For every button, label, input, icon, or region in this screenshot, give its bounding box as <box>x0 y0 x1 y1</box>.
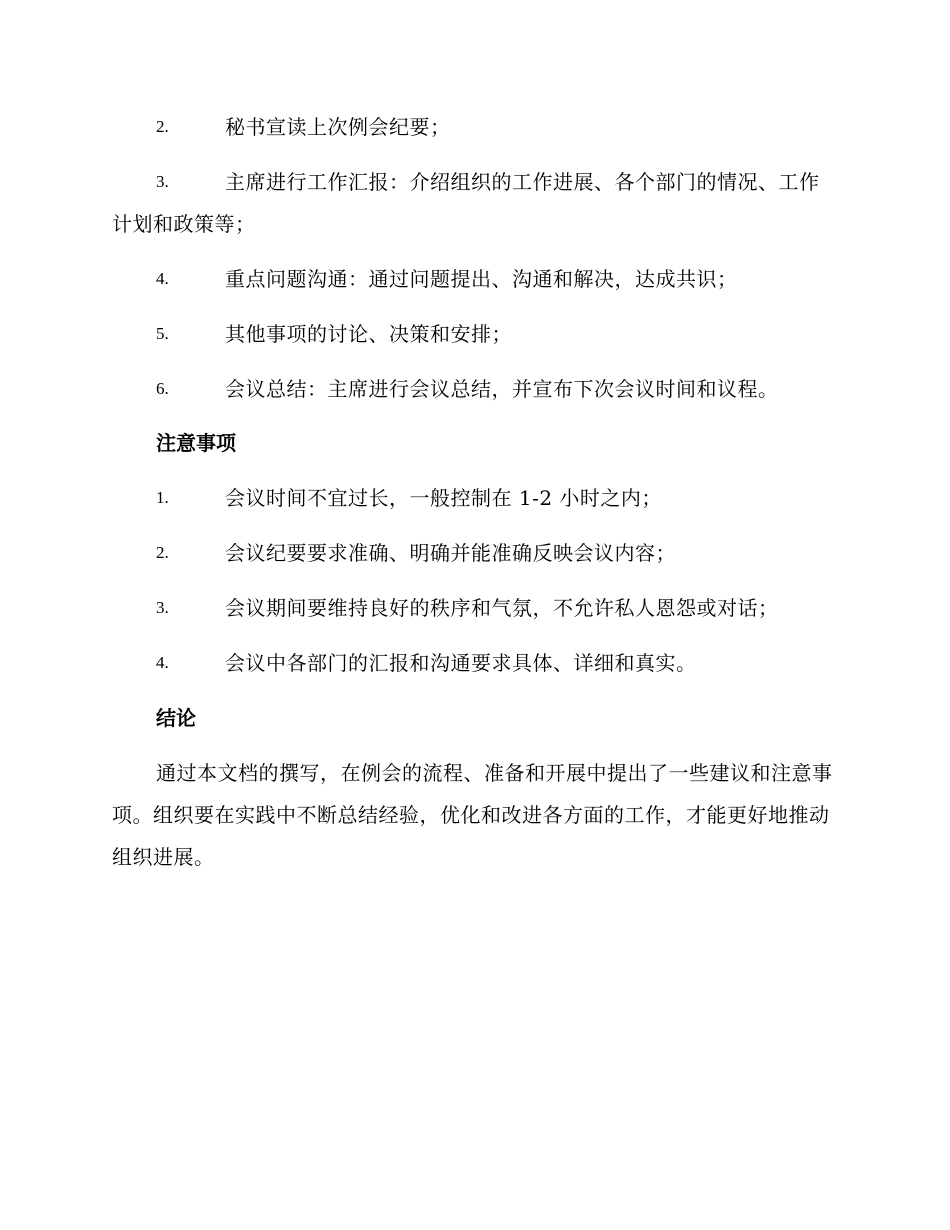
list-number: 2. <box>156 543 169 562</box>
procedure-item-4 <box>112 258 834 300</box>
notes-item-4 <box>112 642 834 684</box>
procedure-item-6 <box>112 368 834 410</box>
notes-heading: 注意事项 <box>156 431 236 455</box>
conclusion-paragraph: 通过本文档的撰写，在例会的流程、准备和开展中提出了一些建议和注意事项。组织要在实践中不断总结经验，优化和改进各方面的工作，才能更好地推动组织进展。 <box>112 761 833 869</box>
list-text: 会议时间不宜过长，一般控制在 1-2 小时之内； <box>225 486 662 510</box>
list-number: 1. <box>156 488 169 507</box>
list-text: 会议中各部门的汇报和沟通要求具体、详细和真实。 <box>225 651 697 675</box>
list-text: 主席进行工作汇报：介绍组织的工作进展、各个部门的情况、工作计划和政策等； <box>112 170 820 236</box>
list-text: 重点问题沟通：通过问题提出、沟通和解决，达成共识； <box>225 267 738 291</box>
procedure-item-2 <box>112 106 834 148</box>
list-number: 3. <box>156 172 169 191</box>
list-number: 6. <box>156 379 169 398</box>
list-number: 4. <box>156 653 169 672</box>
notes-item-3 <box>112 587 834 629</box>
notes-item-1 <box>112 477 834 519</box>
list-text: 秘书宣读上次例会纪要； <box>225 115 451 139</box>
list-text: 会议总结：主席进行会议总结，并宣布下次会议时间和议程。 <box>225 377 779 401</box>
procedure-item-5 <box>112 313 834 355</box>
list-number: 3. <box>156 598 169 617</box>
list-text: 会议纪要要求准确、明确并能准确反映会议内容； <box>225 541 676 565</box>
list-number: 2. <box>156 117 169 136</box>
conclusion-heading: 结论 <box>156 706 196 730</box>
list-number: 5. <box>156 324 169 343</box>
list-number: 4. <box>156 269 169 288</box>
procedure-item-3 <box>112 161 834 245</box>
notes-item-2 <box>112 532 834 574</box>
list-text: 会议期间要维持良好的秩序和气氛，不允许私人恩怨或对话； <box>225 596 779 620</box>
list-text: 其他事项的讨论、决策和安排； <box>225 322 512 346</box>
